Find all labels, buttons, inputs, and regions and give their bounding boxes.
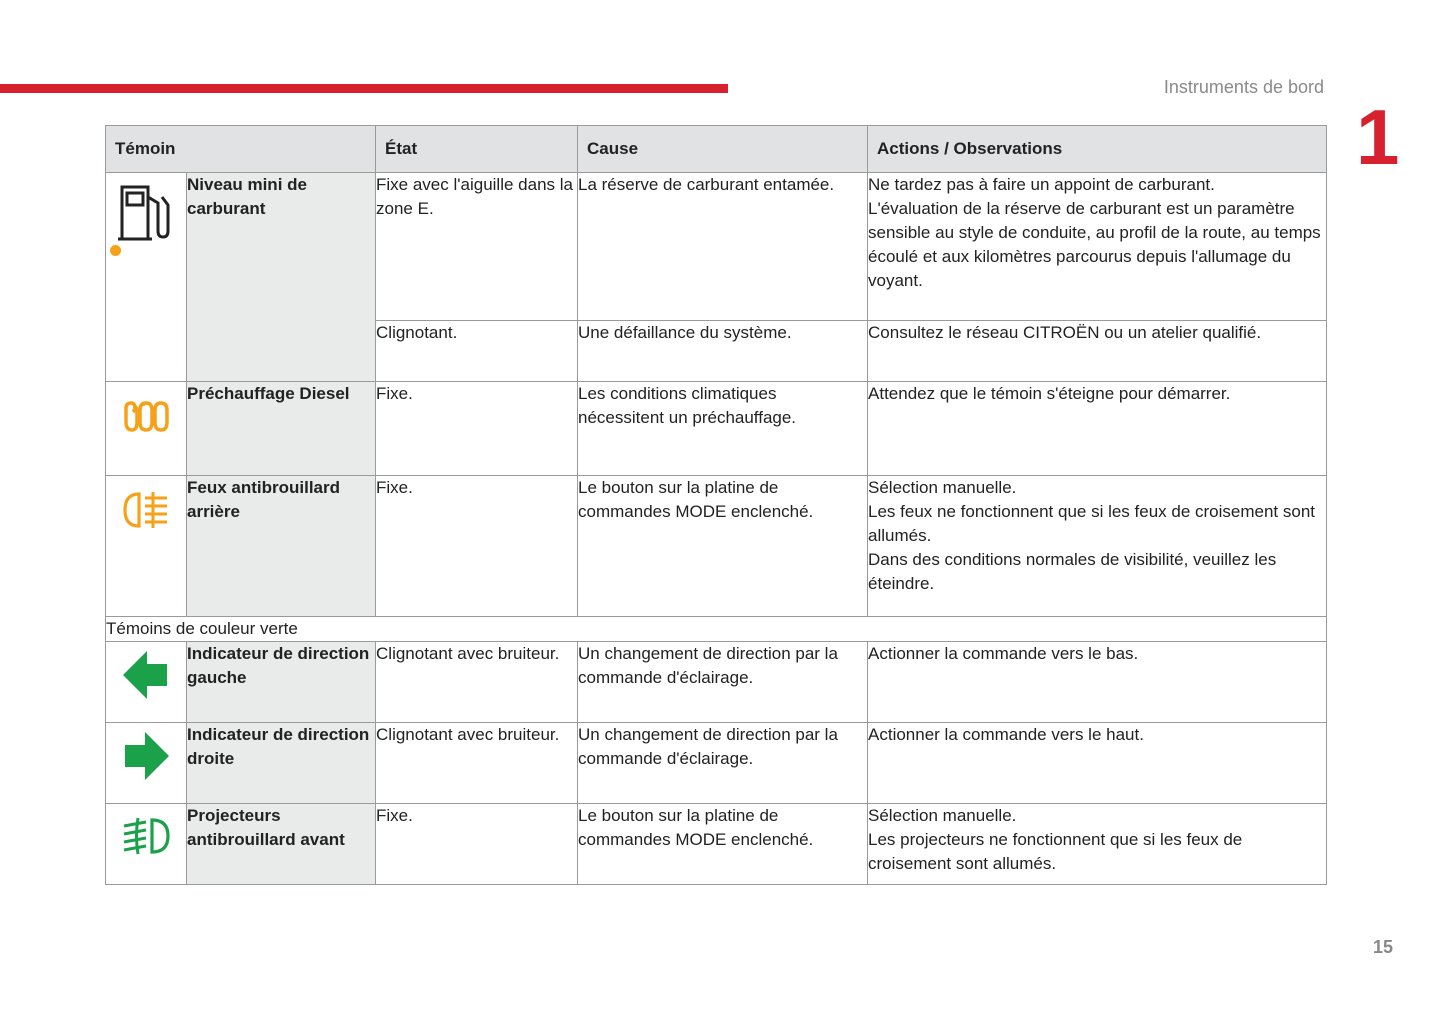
amber-dot xyxy=(110,245,121,256)
action-line: Sélection manuelle. xyxy=(868,806,1017,825)
icon-cell xyxy=(106,173,187,382)
icon-cell xyxy=(106,804,187,885)
warning-name: Indicateur de direction droite xyxy=(187,723,376,804)
table-row xyxy=(106,804,1327,885)
cause-cell: Un changement de direction par la commande d'éclairage. xyxy=(578,642,868,723)
table-row xyxy=(106,723,1327,804)
actions-cell xyxy=(868,642,1327,723)
warning-name: Feux antibrouillard arrière xyxy=(187,476,376,617)
actions-cell xyxy=(868,804,1327,885)
icon-cell xyxy=(106,723,187,804)
section-row xyxy=(106,617,1327,642)
action-line: L'évaluation de la réserve de carburant est un paramètre sensible au style de conduite, au profil de la route, au temps écoulé et aux kilomètres parcourus depuis l'allumage du voyant. xyxy=(868,199,1321,290)
page-number: 15 xyxy=(1373,937,1394,957)
table-header-row xyxy=(106,126,1327,173)
warning-name: Indicateur de direction gauche xyxy=(187,642,376,723)
table-row xyxy=(106,642,1327,723)
right-arrow-icon xyxy=(123,731,169,781)
cause-cell: Un changement de direction par la commande d'éclairage. xyxy=(578,723,868,804)
warning-name: Niveau mini de carburant xyxy=(187,173,376,382)
actions-cell xyxy=(868,382,1327,476)
action-line: Attendez que le témoin s'éteigne pour démarrer. xyxy=(868,384,1231,403)
cause-cell: Les conditions climatiques nécessitent un préchauffage. xyxy=(578,382,868,476)
icon-cell xyxy=(106,382,187,476)
icon-cell xyxy=(106,476,187,617)
state-cell: Fixe avec l'aiguille dans la zone E. xyxy=(376,173,578,321)
state-cell: Fixe. xyxy=(376,476,578,617)
cause-cell: Une défaillance du système. xyxy=(578,321,868,382)
warning-lights-table xyxy=(105,125,1327,885)
header-cause: Cause xyxy=(578,126,868,173)
action-line: Les feux ne fonctionnent que si les feux de croisement sont allumés. xyxy=(868,502,1316,545)
action-line: Sélection manuelle. xyxy=(868,478,1017,497)
left-arrow-icon xyxy=(123,650,169,700)
table-row xyxy=(106,476,1327,617)
glow-plug-icon xyxy=(123,400,169,434)
red-header-bar xyxy=(0,84,728,93)
table-row xyxy=(106,382,1327,476)
state-cell: Clignotant avec bruiteur. xyxy=(376,642,578,723)
action-line: Ne tardez pas à faire un appoint de carburant. xyxy=(868,175,1215,194)
rear-fog-lamp-icon xyxy=(123,490,169,530)
warning-name: Préchauffage Diesel xyxy=(187,382,376,476)
action-line: Dans des conditions normales de visibilité, veuillez les éteindre. xyxy=(868,550,1277,593)
action-line: Actionner la commande vers le bas. xyxy=(868,644,1139,663)
actions-cell xyxy=(868,723,1327,804)
icon-cell xyxy=(106,642,187,723)
front-fog-lamp-icon xyxy=(122,816,170,856)
state-cell: Fixe. xyxy=(376,382,578,476)
action-line: Consultez le réseau CITROËN ou un atelier qualifié. xyxy=(868,323,1262,342)
header-etat: État xyxy=(376,126,578,173)
action-line: Les projecteurs ne fonctionnent que si les feux de croisement sont allumés. xyxy=(868,830,1243,873)
header-temoin: Témoin xyxy=(106,126,376,173)
cause-cell: Le bouton sur la platine de commandes MODE enclenché. xyxy=(578,476,868,617)
state-cell: Clignotant. xyxy=(376,321,578,382)
warning-name: Projecteurs antibrouillard avant xyxy=(187,804,376,885)
table-row xyxy=(106,173,1327,321)
action-line: Actionner la commande vers le haut. xyxy=(868,725,1144,744)
cause-cell: Le bouton sur la platine de commandes MODE enclenché. xyxy=(578,804,868,885)
section-label: Témoins de couleur verte xyxy=(106,617,1327,642)
chapter-number: 1 xyxy=(1356,93,1400,181)
actions-cell xyxy=(868,321,1327,382)
header-actions: Actions / Observations xyxy=(868,126,1327,173)
actions-cell xyxy=(868,476,1327,617)
cause-cell: La réserve de carburant entamée. xyxy=(578,173,868,321)
state-cell: Clignotant avec bruiteur. xyxy=(376,723,578,804)
section-title: Instruments de bord xyxy=(1163,77,1324,97)
fuel-pump-icon xyxy=(116,183,176,245)
actions-cell xyxy=(868,173,1327,321)
state-cell: Fixe. xyxy=(376,804,578,885)
